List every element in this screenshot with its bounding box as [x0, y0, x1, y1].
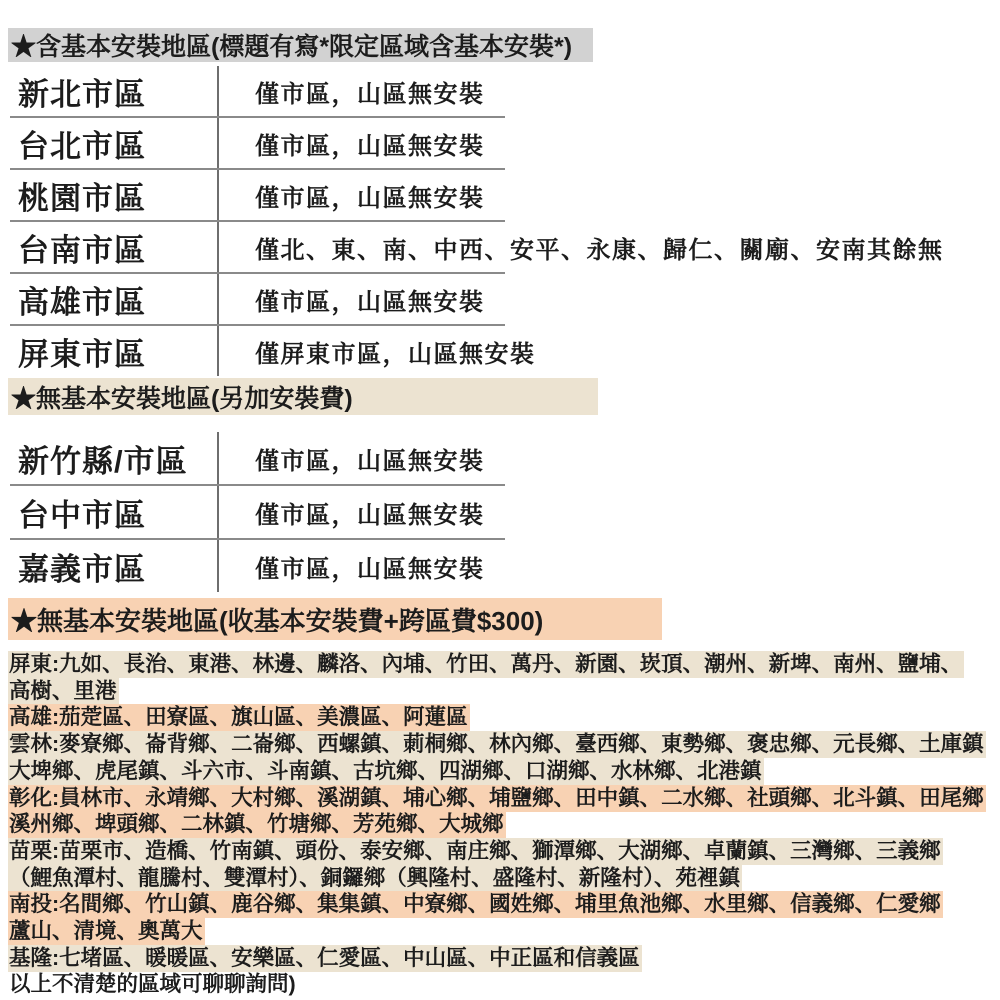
region-line-yunlin: 雲林:麥寮鄉、崙背鄉、二崙鄉、西螺鎮、莿桐鄉、林內鄉、臺西鄉、東勢鄉、褒忠鄉、元長鄉、土庫鎮	[9, 732, 984, 757]
region-line-keelung: 基隆:七堵區、暖暖區、安樂區、仁愛區、中山區、中正區和信義區	[9, 945, 640, 970]
region-line-changhua-wrap: 溪州鄉、埤頭鄉、二林鎮、竹塘鄉、芳苑鄉、大城鄉	[9, 812, 504, 837]
area-note: 僅市區，山區無安裝	[217, 170, 485, 220]
area-name: 新北市區	[18, 76, 146, 112]
area-name: 台北市區	[18, 128, 146, 164]
area-note: 僅市區，山區無安裝	[217, 274, 485, 324]
region-line-nantou-wrap: 蘆山、清境、奧萬大	[9, 919, 203, 944]
footer-note: 以上不清楚的區域可聊聊詢問)	[9, 972, 296, 997]
table-row	[10, 540, 505, 592]
table-row	[10, 274, 505, 326]
region-line-changhua: 彰化:員林市、永靖鄉、大村鄉、溪湖鎮、埔心鄉、埔鹽鄉、田中鎮、二水鄉、社頭鄉、北斗鎮、田尾鄉	[9, 785, 984, 810]
section3-region-list	[8, 651, 1000, 998]
region-line-nantou: 南投:名間鄉、竹山鎮、鹿谷鄉、集集鎮、中寮鄉、國姓鄉、埔里魚池鄉、水里鄉、信義鄉、仁愛鄉	[9, 892, 941, 917]
area-note: 僅屏東市區，山區無安裝	[217, 326, 536, 376]
area-name: 新竹縣/市區	[18, 443, 188, 479]
table-row	[10, 222, 944, 274]
area-name: 嘉義市區	[18, 551, 146, 587]
section1-table	[10, 66, 944, 376]
section1-heading: ★含基本安裝地區(標題有寫*限定區域含基本安裝*)	[8, 28, 593, 62]
section2-table	[10, 432, 505, 592]
area-note: 僅市區，山區無安裝	[217, 432, 485, 484]
area-name: 台南市區	[18, 232, 146, 268]
region-line-miaoli-wrap: （鯉魚潭村、龍騰村、雙潭村）、銅鑼鄉（興隆村、盛隆村、新隆村）、苑裡鎮	[9, 865, 741, 890]
area-note: 僅市區，山區無安裝	[217, 486, 485, 538]
region-line-pingtung: 屏東:九如、長治、東港、林邊、麟洛、內埔、竹田、萬丹、新園、崁頂、潮州、新埤、南州、鹽埔、	[9, 652, 963, 676]
area-name: 桃園市區	[18, 180, 146, 216]
area-name: 屏東市區	[18, 336, 146, 372]
area-name: 高雄市區	[18, 284, 146, 320]
table-row	[10, 432, 505, 486]
table-row	[10, 66, 505, 118]
area-note: 僅市區，山區無安裝	[217, 66, 485, 116]
table-row	[10, 170, 505, 222]
section2-heading: ★無基本安裝地區(另加安裝費)	[8, 378, 598, 415]
section3-heading: ★無基本安裝地區(收基本安裝費+跨區費$300)	[8, 598, 662, 640]
area-note: 僅北、東、南、中西、安平、永康、歸仁、關廟、安南其餘無	[217, 222, 944, 272]
table-row	[10, 486, 505, 540]
area-note: 僅市區，山區無安裝	[217, 118, 485, 168]
region-line-yunlin-wrap: 大埤鄉、虎尾鎮、斗六市、斗南鎮、古坑鄉、四湖鄉、口湖鄉、水林鄉、北港鎮	[9, 758, 762, 783]
region-line-kaohsiung: 高雄:茄萣區、田寮區、旗山區、美濃區、阿蓮區	[9, 705, 468, 730]
region-line-pingtung-wrap: 高樹、里港	[9, 678, 117, 703]
area-note: 僅市區，山區無安裝	[217, 540, 485, 592]
region-line-miaoli: 苗栗:苗栗市、造橋、竹南鎮、頭份、泰安鄉、南庄鄉、獅潭鄉、大湖鄉、卓蘭鎮、三灣鄉、三義鄉	[9, 838, 941, 863]
area-name: 台中市區	[18, 497, 146, 533]
table-row	[10, 118, 505, 170]
table-row	[10, 326, 536, 376]
